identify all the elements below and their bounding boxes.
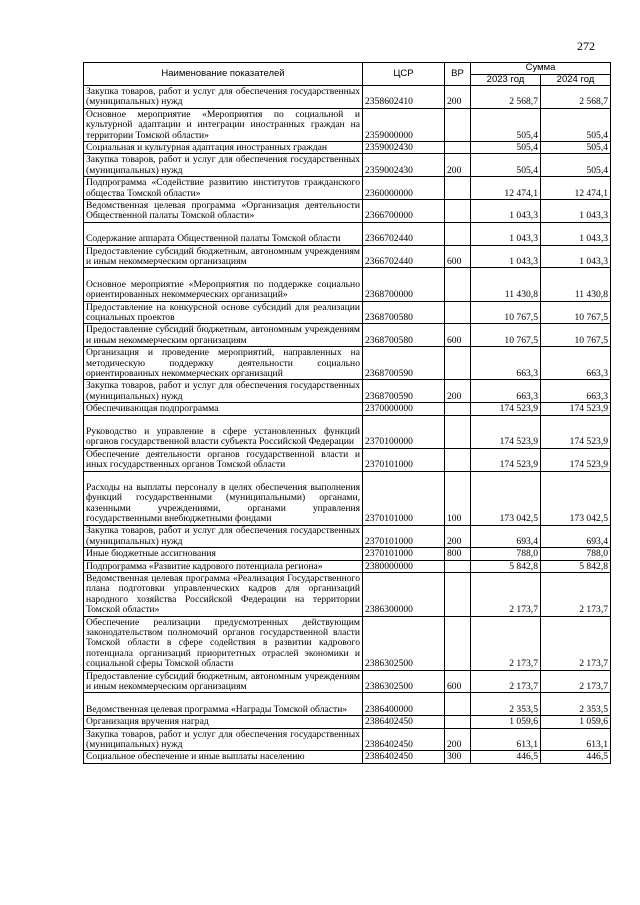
row-csr-cell: 2386402450 [363, 751, 445, 763]
row-sum-2023-cell: 2 173,7 [471, 616, 541, 670]
row-csr-cell: 2370101000 [363, 471, 445, 525]
table-body [84, 86, 611, 764]
row-vr-cell: 600 [445, 324, 471, 347]
row-sum-2024-cell: 2 353,5 [541, 693, 611, 716]
row-csr-cell: 2359002430 [363, 141, 445, 153]
row-sum-2023-cell: 2 568,7 [471, 86, 541, 109]
row-vr-cell [445, 716, 471, 728]
table-row [84, 670, 611, 693]
row-sum-2023-cell: 5 842,8 [471, 560, 541, 572]
row-vr-cell: 200 [445, 154, 471, 177]
row-sum-2024-cell: 174 523,9 [541, 448, 611, 471]
row-sum-2023-cell: 693,4 [471, 525, 541, 548]
row-sum-2024-cell: 2 173,7 [541, 616, 611, 670]
row-sum-2023-cell: 2 353,5 [471, 693, 541, 716]
row-name-cell: Ведомственная целевая программа «Реализация Государственного плана подготовки управленческих кадров для организаций народного хозяйства Российской Федерации на территории Томской области» [84, 573, 363, 617]
row-vr-cell: 600 [445, 670, 471, 693]
row-name-cell: Содержание аппарата Общественной палаты Томской области [84, 222, 363, 245]
row-sum-2024-cell: 505,4 [541, 108, 611, 141]
row-vr-cell [445, 268, 471, 301]
row-sum-2024-cell: 10 767,5 [541, 324, 611, 347]
row-vr-cell: 200 [445, 380, 471, 403]
row-sum-2023-cell: 173 042,5 [471, 471, 541, 525]
row-sum-2023-cell: 1 059,6 [471, 716, 541, 728]
table-row [84, 573, 611, 617]
row-csr-cell: 2386400000 [363, 693, 445, 716]
row-sum-2023-cell: 2 173,7 [471, 670, 541, 693]
row-sum-2024-cell: 5 842,8 [541, 560, 611, 572]
header-csr: ЦСР [363, 63, 445, 86]
row-sum-2024-cell: 11 430,8 [541, 268, 611, 301]
table-row [84, 380, 611, 403]
row-vr-cell [445, 573, 471, 617]
row-csr-cell: 2386302500 [363, 616, 445, 670]
row-sum-2024-cell: 12 474,1 [541, 177, 611, 200]
row-vr-cell [445, 448, 471, 471]
table-row [84, 245, 611, 268]
row-vr-cell: 100 [445, 471, 471, 525]
row-sum-2024-cell: 10 767,5 [541, 301, 611, 324]
row-csr-cell: 2359002430 [363, 154, 445, 177]
header-sum: Сумма [471, 63, 611, 75]
table-row [84, 199, 611, 222]
row-csr-cell: 2380000000 [363, 560, 445, 572]
row-name-cell: Социальное обеспечение и иные выплаты населению [84, 751, 363, 763]
row-name-cell: Социальная и культурная адаптация иностранных граждан [84, 141, 363, 153]
row-vr-cell [445, 108, 471, 141]
row-csr-cell: 2368700580 [363, 301, 445, 324]
row-sum-2023-cell: 174 523,9 [471, 415, 541, 448]
row-name-cell: Ведомственная целевая программа «Организация деятельности Общественной палаты Томской области» [84, 199, 363, 222]
row-sum-2024-cell: 1 043,3 [541, 245, 611, 268]
row-vr-cell [445, 222, 471, 245]
row-csr-cell: 2368700000 [363, 268, 445, 301]
row-vr-cell [445, 693, 471, 716]
row-sum-2024-cell: 2 568,7 [541, 86, 611, 109]
table-row [84, 728, 611, 751]
row-vr-cell [445, 347, 471, 380]
row-name-cell: Расходы на выплаты персоналу в целях обеспечения выполнения функций государственными (муниципальными) органами, казенными учреждениями, органами управления государственными внебюджетными фондами [84, 471, 363, 525]
row-csr-cell: 2368700580 [363, 324, 445, 347]
row-vr-cell [445, 403, 471, 415]
row-name-cell: Обеспечивающая подпрограмма [84, 403, 363, 415]
row-vr-cell [445, 199, 471, 222]
row-vr-cell: 600 [445, 245, 471, 268]
row-sum-2023-cell: 174 523,9 [471, 448, 541, 471]
row-vr-cell [445, 141, 471, 153]
row-name-cell: Ведомственная целевая программа «Награды Томской области» [84, 693, 363, 716]
table-row [84, 716, 611, 728]
row-vr-cell: 200 [445, 728, 471, 751]
row-sum-2023-cell: 663,3 [471, 347, 541, 380]
row-name-cell: Закупка товаров, работ и услуг для обеспечения государственных (муниципальных) нужд [84, 728, 363, 751]
row-name-cell: Предоставление на конкурсной основе субсидий для реализации социальных проектов [84, 301, 363, 324]
row-csr-cell: 2368700590 [363, 347, 445, 380]
row-sum-2024-cell: 174 523,9 [541, 415, 611, 448]
table-row [84, 222, 611, 245]
table-row [84, 108, 611, 141]
row-csr-cell: 2370101000 [363, 448, 445, 471]
row-vr-cell: 800 [445, 548, 471, 560]
table-row [84, 471, 611, 525]
row-csr-cell: 2370101000 [363, 525, 445, 548]
row-csr-cell: 2366700000 [363, 199, 445, 222]
row-name-cell: Предоставление субсидий бюджетным, автономным учреждениям и иным некоммерческим организациям [84, 245, 363, 268]
row-sum-2024-cell: 174 523,9 [541, 403, 611, 415]
table-row [84, 301, 611, 324]
row-sum-2023-cell: 11 430,8 [471, 268, 541, 301]
row-sum-2023-cell: 788,0 [471, 548, 541, 560]
row-sum-2023-cell: 663,3 [471, 380, 541, 403]
row-name-cell: Обеспечение реализации предусмотренных действующим законодательством полномочий органов государственной власти Томской области в сфере содействия в развитии кадрового потенциала организаций приоритетных отраслей экономики и социальной сферы Томской области [84, 616, 363, 670]
page-number: 272 [577, 39, 595, 53]
row-name-cell: Обеспечение деятельности органов государственной власти и иных государственных органов Томской области [84, 448, 363, 471]
table-row [84, 347, 611, 380]
row-sum-2024-cell: 2 173,7 [541, 573, 611, 617]
row-sum-2023-cell: 2 173,7 [471, 573, 541, 617]
row-name-cell: Организация вручения наград [84, 716, 363, 728]
budget-table [83, 62, 611, 764]
row-sum-2023-cell: 1 043,3 [471, 245, 541, 268]
row-sum-2024-cell: 663,3 [541, 347, 611, 380]
row-sum-2023-cell: 505,4 [471, 154, 541, 177]
row-name-cell: Предоставление субсидий бюджетным, автономным учреждениям и иным некоммерческим организациям [84, 670, 363, 693]
table-row [84, 141, 611, 153]
table-row [84, 751, 611, 763]
row-vr-cell: 300 [445, 751, 471, 763]
row-vr-cell [445, 415, 471, 448]
row-csr-cell: 2386402450 [363, 716, 445, 728]
table-row [84, 693, 611, 716]
table-row [84, 415, 611, 448]
row-csr-cell: 2358602410 [363, 86, 445, 109]
row-name-cell: Иные бюджетные ассигнования [84, 548, 363, 560]
row-csr-cell: 2359000000 [363, 108, 445, 141]
row-csr-cell: 2360000000 [363, 177, 445, 200]
row-sum-2024-cell: 1 059,6 [541, 716, 611, 728]
row-csr-cell: 2386402450 [363, 728, 445, 751]
row-csr-cell: 2370000000 [363, 403, 445, 415]
row-csr-cell: 2370101000 [363, 548, 445, 560]
row-sum-2023-cell: 174 523,9 [471, 403, 541, 415]
row-name-cell: Закупка товаров, работ и услуг для обеспечения государственных (муниципальных) нужд [84, 380, 363, 403]
row-name-cell: Закупка товаров, работ и услуг для обеспечения государственных (муниципальных) нужд [84, 525, 363, 548]
row-sum-2024-cell: 2 173,7 [541, 670, 611, 693]
table-row [84, 448, 611, 471]
header-vr: ВР [445, 63, 471, 86]
row-csr-cell: 2366702440 [363, 245, 445, 268]
row-name-cell: Закупка товаров, работ и услуг для обеспечения государственных (муниципальных) нужд [84, 154, 363, 177]
table-row [84, 560, 611, 572]
row-sum-2024-cell: 788,0 [541, 548, 611, 560]
table-row [84, 268, 611, 301]
row-vr-cell [445, 301, 471, 324]
row-sum-2023-cell: 505,4 [471, 141, 541, 153]
header-year-2024: 2024 год [541, 74, 611, 86]
row-csr-cell: 2368700590 [363, 380, 445, 403]
row-name-cell: Подпрограмма «Содействие развитию институтов гражданского общества Томской области» [84, 177, 363, 200]
table-row [84, 154, 611, 177]
row-sum-2023-cell: 12 474,1 [471, 177, 541, 200]
row-csr-cell: 2386302500 [363, 670, 445, 693]
table-row [84, 616, 611, 670]
row-sum-2024-cell: 505,4 [541, 141, 611, 153]
row-name-cell: Подпрограмма «Развитие кадрового потенциала региона» [84, 560, 363, 572]
row-vr-cell [445, 560, 471, 572]
table-row [84, 177, 611, 200]
row-sum-2023-cell: 613,1 [471, 728, 541, 751]
row-sum-2024-cell: 613,1 [541, 728, 611, 751]
row-sum-2023-cell: 10 767,5 [471, 301, 541, 324]
row-name-cell: Закупка товаров, работ и услуг для обеспечения государственных (муниципальных) нужд [84, 86, 363, 109]
row-sum-2023-cell: 505,4 [471, 108, 541, 141]
table-row [84, 403, 611, 415]
row-sum-2024-cell: 505,4 [541, 154, 611, 177]
row-name-cell: Основное мероприятие «Мероприятия по поддержке социально ориентированных некоммерческих организаций» [84, 268, 363, 301]
row-sum-2023-cell: 1 043,3 [471, 199, 541, 222]
row-sum-2024-cell: 1 043,3 [541, 222, 611, 245]
row-name-cell: Основное мероприятие «Мероприятия по социальной и культурной адаптации и интеграции иностранных граждан на территории Томской области» [84, 108, 363, 141]
row-sum-2024-cell: 173 042,5 [541, 471, 611, 525]
row-name-cell: Предоставление субсидий бюджетным, автономным учреждениям и иным некоммерческим организациям [84, 324, 363, 347]
row-sum-2023-cell: 1 043,3 [471, 222, 541, 245]
row-sum-2024-cell: 693,4 [541, 525, 611, 548]
row-vr-cell: 200 [445, 525, 471, 548]
row-vr-cell [445, 616, 471, 670]
table-row [84, 86, 611, 109]
table-row [84, 525, 611, 548]
table-row [84, 324, 611, 347]
row-name-cell: Организация и проведение мероприятий, направленных на методическую поддержку деятельности социально ориентированных некоммерческих организаций [84, 347, 363, 380]
row-vr-cell [445, 177, 471, 200]
header-year-2023: 2023 год [471, 74, 541, 86]
row-csr-cell: 2370100000 [363, 415, 445, 448]
header-name: Наименование показателей [84, 63, 363, 86]
row-csr-cell: 2366702440 [363, 222, 445, 245]
table-row [84, 548, 611, 560]
row-sum-2023-cell: 446,5 [471, 751, 541, 763]
row-vr-cell: 200 [445, 86, 471, 109]
row-sum-2024-cell: 446,5 [541, 751, 611, 763]
row-sum-2023-cell: 10 767,5 [471, 324, 541, 347]
row-sum-2024-cell: 663,3 [541, 380, 611, 403]
row-name-cell: Руководство и управление в сфере установленных функций органов государственной власти субъекта Российской Федерации [84, 415, 363, 448]
row-sum-2024-cell: 1 043,3 [541, 199, 611, 222]
row-csr-cell: 2386300000 [363, 573, 445, 617]
